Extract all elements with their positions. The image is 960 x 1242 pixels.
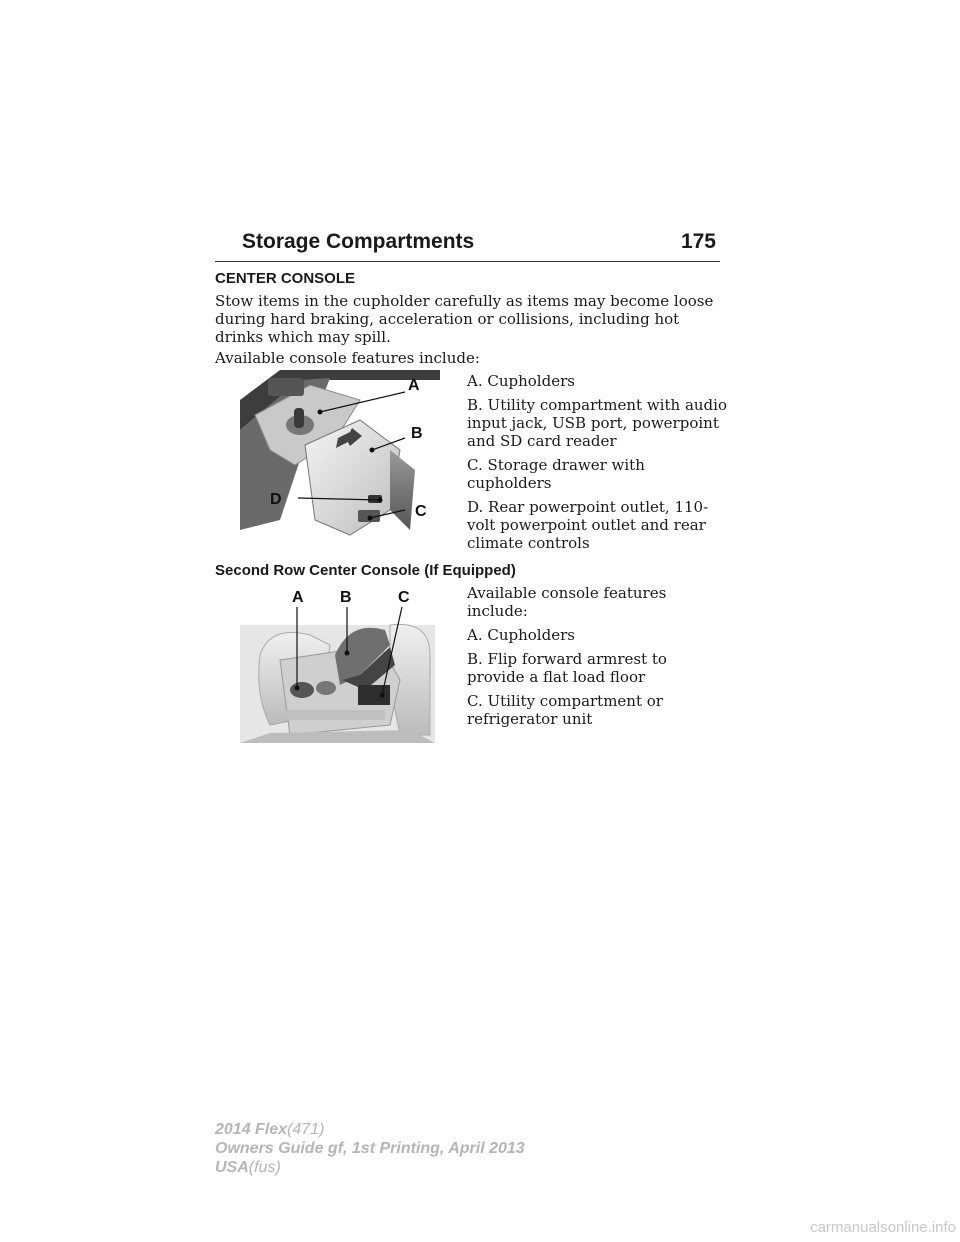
center-console-heading: CENTER CONSOLE: [215, 270, 356, 287]
second-row-feature-list: [467, 584, 727, 734]
figure-label-c: C: [398, 589, 410, 606]
list-item: B. Utility compartment with audio input jack, USB port, powerpoint and SD card reader: [467, 396, 727, 450]
footer-page-code: (471): [287, 1121, 325, 1138]
list-item: A. Cupholders: [467, 626, 575, 644]
figure-label-b: B: [340, 589, 352, 606]
print-footer: [215, 1120, 715, 1177]
section-title: Storage Compartments: [242, 230, 475, 253]
list-item: A. Cupholders: [467, 372, 575, 390]
second-row-heading: Second Row Center Console (If Equipped): [215, 562, 516, 579]
figure-label-b: B: [411, 425, 423, 442]
footer-region-code: (fus): [248, 1159, 281, 1176]
center-console-figure: [240, 370, 440, 540]
figure-label-a: A: [408, 377, 420, 394]
header-rule: [215, 261, 720, 262]
list-item: C. Utility compartment or refrigerator unit: [467, 692, 663, 728]
list-item: B. Flip forward armrest to provide a flat load floor: [467, 650, 667, 686]
footer-line-1: [215, 1120, 715, 1139]
center-console-intro: Stow items in the cupholder carefully as items may become loose during hard braking, acceleration or collisions, including hot drinks which may spill.: [215, 292, 714, 346]
page-number: 175: [680, 230, 716, 253]
footer-line-3: [215, 1158, 715, 1177]
figure-label-a: A: [292, 589, 304, 606]
footer-region: USA: [215, 1159, 249, 1176]
list-item: C. Storage drawer with cupholders: [467, 456, 645, 492]
second-row-console-illustration: [240, 585, 435, 743]
center-console-illustration: [240, 370, 440, 540]
page-header: [242, 226, 720, 262]
second-row-console-figure: [240, 585, 435, 743]
list-item: D. Rear powerpoint outlet, 110-volt powerpoint outlet and rear climate controls: [467, 498, 709, 552]
figure-label-c: C: [415, 503, 427, 520]
footer-line-2: Owners Guide gf, 1st Printing, April 2013: [215, 1140, 525, 1157]
center-console-feature-list: [467, 372, 727, 558]
second-row-features-intro: Available console features include:: [467, 584, 667, 620]
center-console-features-intro: Available console features include:: [215, 349, 480, 367]
watermark: carmanualsonline.info: [810, 1219, 956, 1236]
footer-model: 2014 Flex: [215, 1121, 288, 1138]
figure-label-d: D: [270, 491, 282, 508]
